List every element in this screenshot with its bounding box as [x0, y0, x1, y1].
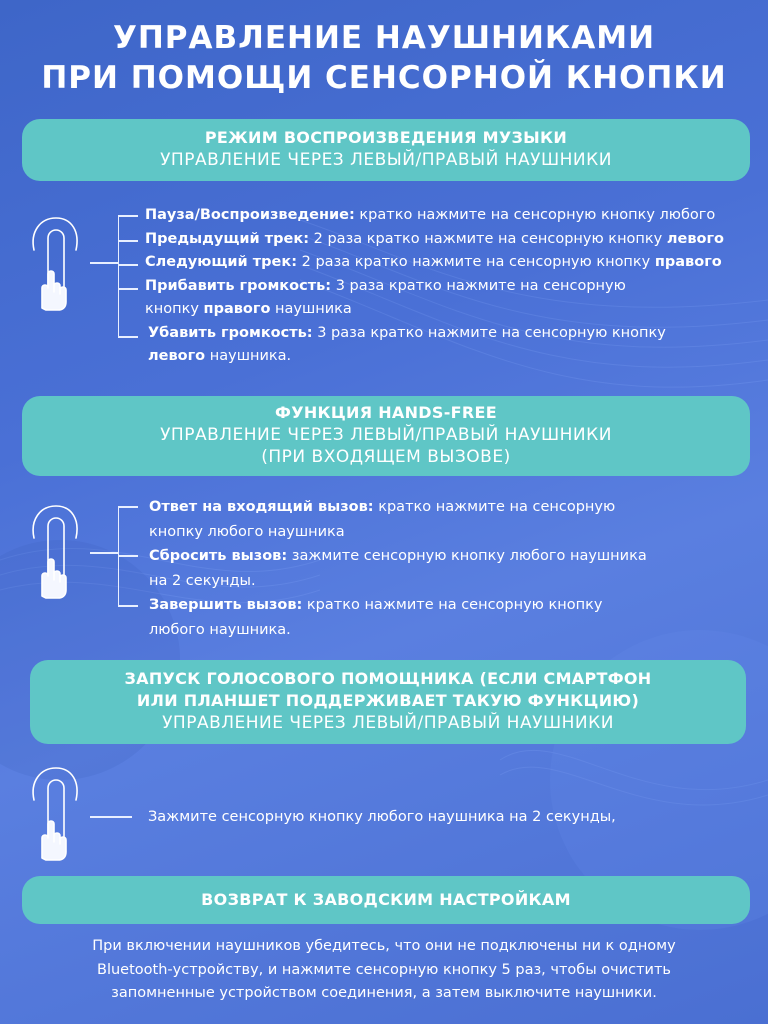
item-label: Завершить вызов:: [149, 597, 303, 613]
hands-free-subheading-2: (ПРИ ВХОДЯЩЕМ ВЫЗОВЕ): [261, 447, 511, 467]
item-label: Пауза/Воспроизведение:: [145, 207, 355, 223]
item-emph: левого: [148, 348, 206, 364]
list-item-cont: [149, 520, 647, 545]
tick-5: [118, 336, 138, 338]
touch-finger-icon: [28, 212, 83, 312]
item-emph: правого: [203, 301, 271, 317]
tick-4: [118, 288, 138, 290]
list-item-cont: [149, 569, 647, 594]
title-line-1: УПРАВЛЕНИЕ НАУШНИКАМИ: [112, 20, 656, 56]
tick-1: [118, 506, 138, 508]
banner-hands-free: [22, 396, 750, 476]
touch-finger-icon: [28, 500, 83, 600]
item-text: кратко нажмите на сенсорную: [373, 499, 616, 515]
item-label: Следующий трек:: [145, 254, 298, 270]
voice-assistant-heading-1: ЗАПУСК ГОЛОСОВОГО ПОМОЩНИКА (ЕСЛИ СМАРТФОН: [124, 669, 652, 688]
list-item: [145, 251, 724, 275]
item-emph: левого: [666, 230, 724, 247]
item-text: наушника.: [205, 348, 292, 364]
music-mode-subheading: УПРАВЛЕНИЕ ЧЕРЕЗ ЛЕВЫЙ/ПРАВЫЙ НАУШНИКИ: [160, 150, 612, 170]
item-text: зажмите сенсорную кнопку любого наушника: [287, 548, 647, 564]
list-item: [145, 275, 724, 299]
hands-free-controls-list: [149, 495, 647, 642]
item-text: кнопку любого наушника: [149, 523, 345, 540]
hands-free-heading: ФУНКЦИЯ HANDS-FREE: [275, 403, 497, 422]
list-item-cont: [149, 618, 647, 643]
banner-voice-assistant: [30, 660, 746, 744]
title-line-2: ПРИ ПОМОЩИ СЕНСОРНОЙ КНОПКИ: [41, 60, 727, 96]
item-text: любого наушника.: [149, 621, 291, 638]
banner-factory-reset: [22, 876, 750, 924]
hands-free-subheading: УПРАВЛЕНИЕ ЧЕРЕЗ ЛЕВЫЙ/ПРАВЫЙ НАУШНИКИ: [160, 425, 612, 445]
item-label: Убавить громкость:: [148, 324, 313, 341]
reset-line-1: При включении наушников убедитесь, что они не подключены ни к одному: [92, 938, 676, 954]
connector-line: [90, 816, 132, 818]
item-text: кратко нажмите на сенсорную кнопку: [302, 597, 603, 613]
list-item-cont: [145, 298, 724, 322]
item-text: кнопку: [145, 301, 204, 317]
page-title: [0, 18, 768, 98]
voice-assistant-text: [148, 806, 616, 830]
item-label: Прибавить громкость:: [145, 277, 332, 294]
list-item-cont: [145, 345, 724, 369]
item-text: кратко нажмите на сенсорную кнопку любого: [354, 207, 716, 223]
item-text: 3 раза кратко нажмите на сенсорную кнопку: [312, 324, 666, 341]
voice-assistant-subheading: УПРАВЛЕНИЕ ЧЕРЕЗ ЛЕВЫЙ/ПРАВЫЙ НАУШНИКИ: [162, 713, 614, 733]
list-item: [145, 322, 724, 346]
item-text: на 2 секунды.: [149, 572, 256, 589]
item-emph: правого: [654, 254, 722, 270]
connector-line: [90, 552, 118, 554]
music-mode-heading: РЕЖИМ ВОСПРОИЗВЕДЕНИЯ МУЗЫКИ: [204, 128, 568, 147]
voice-assistant-heading-2: ИЛИ ПЛАНШЕТ ПОДДЕРЖИВАЕТ ТАКУЮ ФУНКЦИЮ): [136, 691, 640, 710]
item-text: наушника: [270, 301, 352, 317]
item-label: Ответ на входящий вызов:: [149, 499, 374, 515]
tick-1: [118, 215, 138, 217]
list-item: [145, 204, 724, 228]
list-item: [149, 593, 647, 618]
tick-3: [118, 264, 138, 266]
list-item: Зажмите сенсорную кнопку любого наушника на 2 секунды,: [148, 809, 616, 825]
connector-line: [90, 262, 118, 264]
item-text: 2 раза кратко нажмите на сенсорную кнопку: [309, 230, 667, 247]
item-text: 3 раза кратко нажмите на сенсорную: [331, 277, 626, 294]
list-item: [145, 228, 724, 252]
music-controls-list: [145, 204, 724, 369]
reset-line-3: запомненные устройством соединения, а затем выключите наушники.: [111, 985, 657, 1001]
item-label: Сбросить вызов:: [149, 548, 288, 564]
bracket-line: [118, 215, 119, 337]
item-text: 2 раза кратко нажмите на сенсорную кнопку: [297, 254, 655, 270]
list-item: [149, 544, 647, 569]
reset-line-2: Bluetooth-устройству, и нажмите сенсорную кнопку 5 раз, чтобы очистить: [97, 961, 671, 978]
item-label: Предыдущий трек:: [145, 230, 309, 247]
tick-3: [118, 605, 138, 607]
factory-reset-instructions: [30, 935, 738, 1006]
tick-2: [118, 555, 138, 557]
list-item: [149, 495, 647, 520]
tick-2: [118, 240, 138, 242]
factory-reset-heading: ВОЗВРАТ К ЗАВОДСКИМ НАСТРОЙКАМ: [201, 890, 571, 909]
touch-finger-icon: [28, 762, 83, 862]
banner-music-mode: [22, 119, 750, 181]
